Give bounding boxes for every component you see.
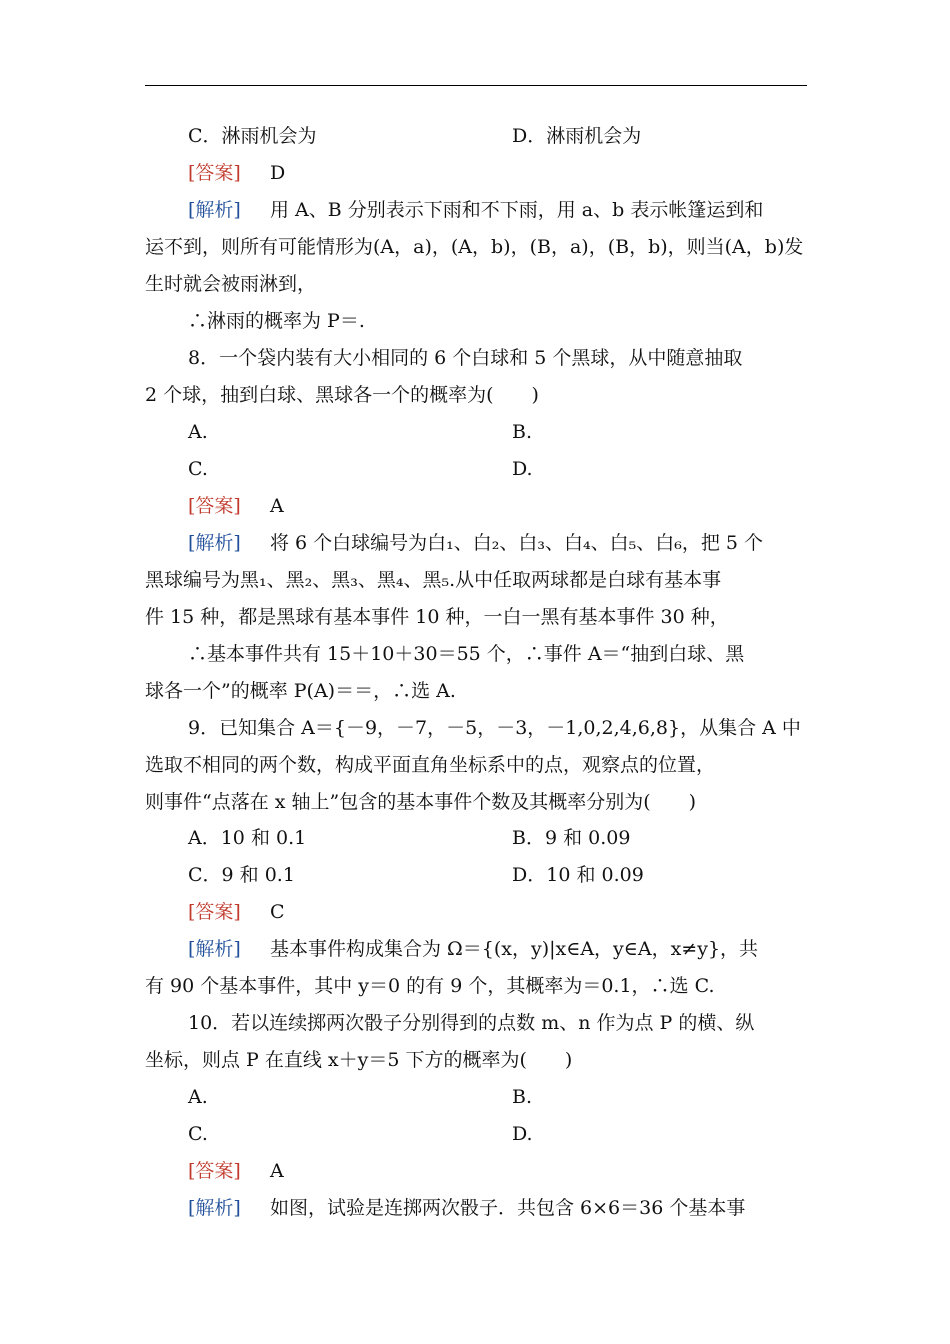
option-d: D．10 和 0.09 <box>512 864 644 886</box>
question-8: 8．一个袋内装有大小相同的 6 个白球和 5 个黑球，从中随意抽取 <box>188 347 743 369</box>
analysis-text: 基本事件构成集合为 Ω＝{(x，y)|x∈A，y∈A，x≠y}，共 <box>270 938 759 960</box>
option-d: D. <box>512 458 533 480</box>
analysis-text: 运不到，则所有可能情形为(A，a)，(A，b)，(B，a)，(B，b)，则当(A，b)发 <box>145 236 804 258</box>
option-a: A. <box>188 1086 208 1108</box>
header-rule <box>145 85 807 86</box>
answer-value: D <box>270 162 286 184</box>
analysis-text: 黑球编号为黑₁、黑₂、黑₃、黑₄、黑₅.从中任取两球都是白球有基本事 <box>145 569 722 591</box>
analysis-tag: [解析] <box>188 532 241 554</box>
analysis-tag: [解析] <box>188 1197 241 1219</box>
option-c: C. <box>188 458 208 480</box>
analysis-text: 球各一个”的概率 P(A)＝＝，∴选 A. <box>145 680 456 702</box>
answer-tag: [答案] <box>188 495 241 517</box>
analysis-text: 如图，试验是连掷两次骰子．共包含 6×6＝36 个基本事 <box>270 1197 746 1219</box>
analysis-text: 生时就会被雨淋到， <box>145 273 317 295</box>
option-c: C. <box>188 1123 208 1145</box>
answer-tag: [答案] <box>188 162 241 184</box>
analysis-tag: [解析] <box>188 199 241 221</box>
analysis-text: ∴淋雨的概率为 P＝. <box>188 310 365 332</box>
question-9: 则事件“点落在 x 轴上”包含的基本事件个数及其概率分别为( ) <box>145 791 697 813</box>
question-8: 2 个球，抽到白球、黑球各一个的概率为( ) <box>145 384 539 406</box>
answer-value: C <box>270 901 285 923</box>
option-b: B．9 和 0.09 <box>512 827 631 849</box>
answer-value: A <box>270 1160 284 1182</box>
option-b: B. <box>512 421 533 443</box>
option-d: D．淋雨机会为 <box>512 125 642 147</box>
analysis-text: 用 A、B 分别表示下雨和不下雨，用 a、b 表示帐篷运到和 <box>270 199 764 221</box>
option-b: B. <box>512 1086 533 1108</box>
option-c: C．9 和 0.1 <box>188 864 295 886</box>
question-10: 10．若以连续掷两次骰子分别得到的点数 m、n 作为点 P 的横、纵 <box>188 1012 755 1034</box>
option-d: D. <box>512 1123 533 1145</box>
analysis-text: 将 6 个白球编号为白₁、白₂、白₃、白₄、白₅、白₆，把 5 个 <box>270 532 764 554</box>
analysis-tag: [解析] <box>188 938 241 960</box>
option-c: C．淋雨机会为 <box>188 125 317 147</box>
answer-value: A <box>270 495 284 517</box>
answer-tag: [答案] <box>188 1160 241 1182</box>
option-a: A. <box>188 421 208 443</box>
answer-tag: [答案] <box>188 901 241 923</box>
analysis-text: 件 15 种，都是黑球有基本事件 10 种，一白一黑有基本事件 30 种， <box>145 606 729 628</box>
analysis-text: 有 90 个基本事件，其中 y＝0 的有 9 个，其概率为＝0.1，∴选 C. <box>145 975 715 997</box>
option-a: A．10 和 0.1 <box>188 827 307 849</box>
question-9: 9．已知集合 A＝{－9，－7，－5，－3，－1,0,2,4,6,8}，从集合 A 中 <box>188 717 801 739</box>
analysis-text: ∴基本事件共有 15＋10＋30＝55 个，∴事件 A＝“抽到白球、黑 <box>188 643 745 665</box>
question-10: 坐标，则点 P 在直线 x＋y＝5 下方的概率为( ) <box>145 1049 573 1071</box>
question-9: 选取不相同的两个数，构成平面直角坐标系中的点，观察点的位置， <box>145 754 716 776</box>
